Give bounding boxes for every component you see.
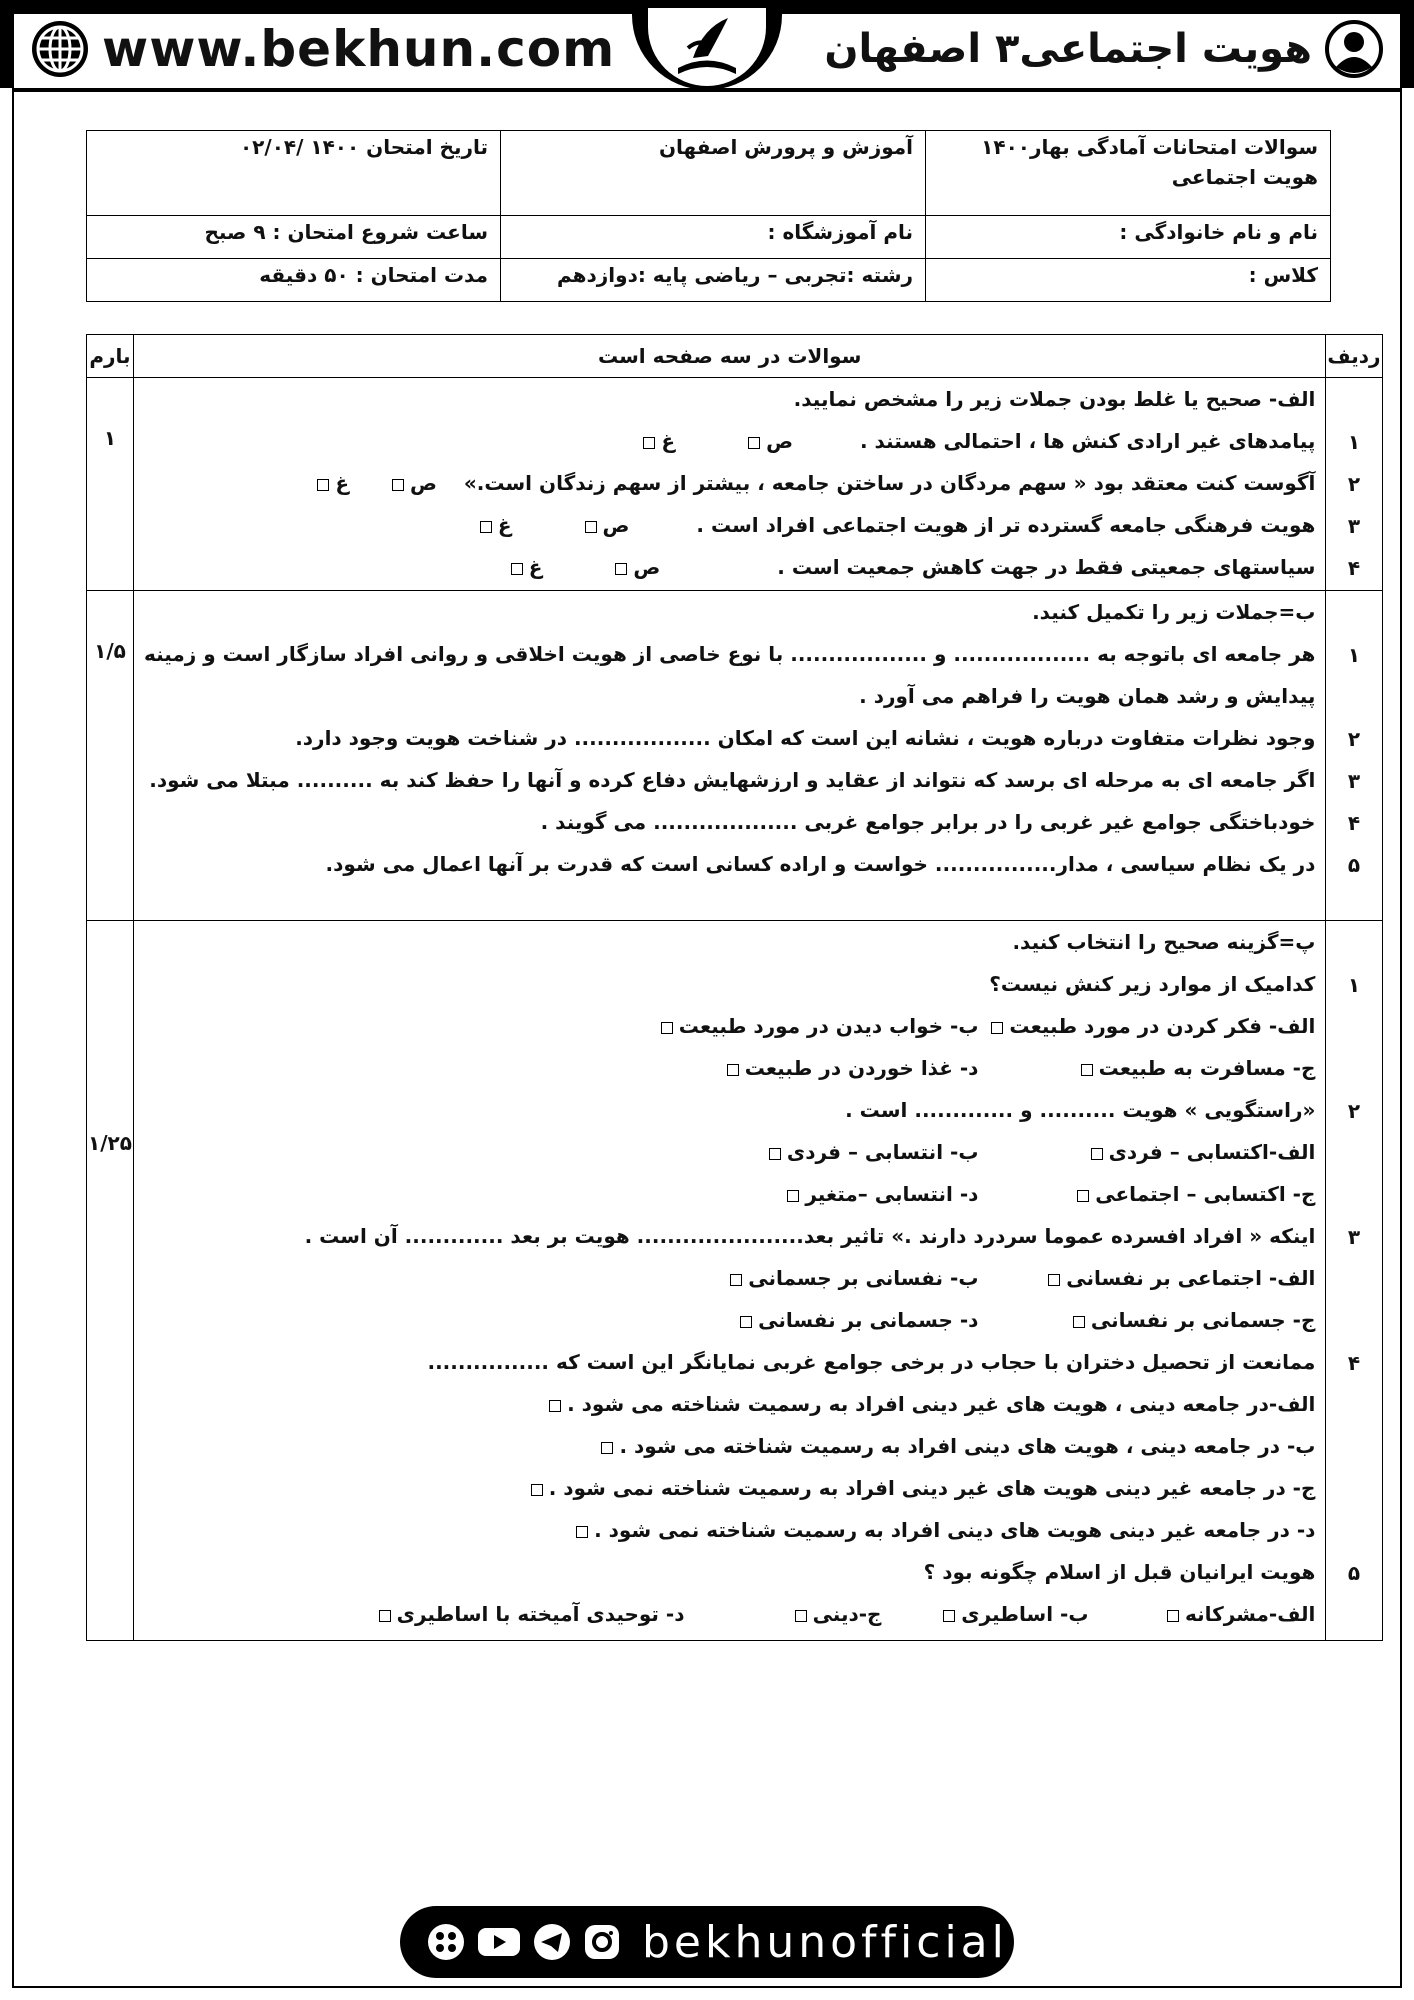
- exam-title-cell: [926, 131, 1331, 216]
- options-row: [144, 1593, 1315, 1635]
- website-text: www.bekhun.com: [102, 20, 616, 78]
- question-b1-cont: پیدایش و رشد همان هویت را فراهم می آورد .: [859, 684, 1316, 708]
- option-label: د- توحیدی آمیخته با اساطیری: [396, 1602, 685, 1626]
- option-row-full: [144, 1509, 1315, 1551]
- section-b-score: ۱/۵: [87, 591, 134, 921]
- exam-title: سوالات امتحانات آمادگی بهار۱۴۰۰: [981, 135, 1318, 159]
- true-checkbox[interactable]: [748, 437, 760, 449]
- option-checkbox[interactable]: [1081, 1064, 1093, 1076]
- youtube-icon: [476, 1922, 522, 1962]
- section-c-title: پ=گزینه صحیح را انتخاب کنید.: [1012, 930, 1316, 954]
- option-label: الف-در جامعه دینی ، هویت های غیر دینی افراد به رسمیت شناخته می شود .: [567, 1392, 1316, 1416]
- true-checkbox[interactable]: [585, 521, 597, 533]
- option-label: ب- اساطیری: [961, 1602, 1089, 1626]
- question-b4: خودباختگی جوامع غیر غربی را در برابر جوامع غربی ................... می گویند .: [540, 810, 1316, 834]
- option-label: الف-مشرکانه: [1184, 1602, 1316, 1626]
- social-handle: bekhunofficial: [642, 1916, 1008, 1968]
- option-label: ج- در جامعه غیر دینی هویت های غیر دینی افراد به رسمیت شناخته نمی شود .: [548, 1476, 1316, 1500]
- school-name-label: نام آموزشگاه :: [501, 216, 926, 259]
- title-text: هویت اجتماعی۳ اصفهان: [824, 26, 1312, 72]
- social-footer[interactable]: [400, 1906, 1014, 1978]
- row-number: ۳: [1347, 514, 1361, 538]
- question-b2: وجود نظرات متفاوت درباره هویت ، نشانه این است که امکان .................. در شناخت هویت وجود دارد.: [295, 726, 1316, 750]
- user-icon: [1324, 19, 1384, 79]
- section-b-title: ب=جملات زیر را تکمیل کنید.: [1032, 600, 1316, 624]
- option-checkbox[interactable]: [576, 1526, 588, 1538]
- options-row: [144, 1173, 1315, 1215]
- telegram-icon: [532, 1922, 572, 1962]
- false-checkbox[interactable]: [317, 479, 329, 491]
- start-time: ساعت شروع امتحان : ۹ صبح: [87, 216, 501, 259]
- question-b5: در یک نظام سیاسی ، مدار................ خواست و اراده کسانی است که قدرت بر آنها اعمال می شود.: [325, 852, 1316, 876]
- option-label: د- جسمانی بر نفسانی: [758, 1308, 979, 1332]
- option-label: الف-اکتسابی – فردی: [1108, 1140, 1316, 1164]
- questions-table: [86, 334, 1383, 1641]
- option-checkbox[interactable]: [1048, 1274, 1060, 1286]
- student-name-label: نام و نام خانوادگی :: [926, 216, 1331, 259]
- option-label: ج- مسافرت به طبیعت: [1098, 1056, 1316, 1080]
- options-row: [144, 1047, 1315, 1089]
- score-header: بارم: [87, 335, 134, 378]
- aparat-icon: [426, 1922, 466, 1962]
- book-pen-logo-icon: [648, 8, 766, 86]
- section-a-score: ۱: [87, 378, 134, 591]
- false-label: غ: [497, 513, 512, 537]
- option-checkbox[interactable]: [740, 1316, 752, 1328]
- exam-date: تاریخ امتحان ۱۴۰۰ /۰۲/۰۴: [87, 131, 501, 216]
- option-checkbox[interactable]: [549, 1400, 561, 1412]
- option-checkbox[interactable]: [1167, 1610, 1179, 1622]
- true-label: ص: [602, 513, 630, 537]
- row-number: ۴: [1347, 556, 1361, 580]
- option-checkbox[interactable]: [991, 1022, 1003, 1034]
- option-checkbox[interactable]: [943, 1610, 955, 1622]
- section-a-questions: [133, 378, 1325, 591]
- option-checkbox[interactable]: [1077, 1190, 1089, 1202]
- option-row-full: [144, 1383, 1315, 1425]
- field-grade: رشته :تجربی – ریاضی پایه :دوازدهم: [501, 259, 926, 302]
- option-label: د- انتسابی –متغیر: [805, 1182, 979, 1206]
- option-checkbox[interactable]: [1073, 1316, 1085, 1328]
- options-row: [144, 1131, 1315, 1173]
- true-label: ص: [409, 471, 437, 495]
- section-c-numbers: [1326, 921, 1382, 1641]
- option-checkbox[interactable]: [730, 1274, 742, 1286]
- option-label: ب- نفسانی بر جسمانی: [748, 1266, 979, 1290]
- option-checkbox[interactable]: [661, 1022, 673, 1034]
- question-c3: اینکه « افراد افسرده عموما سردرد دارند .» تاثیر بعد...................... هویت بر بعد ............. آن است .: [304, 1224, 1316, 1248]
- row-number: ۵: [1347, 1561, 1361, 1585]
- option-checkbox[interactable]: [727, 1064, 739, 1076]
- options-row: [144, 1257, 1315, 1299]
- row-number: ۱: [1347, 430, 1361, 454]
- option-label: د- غذا خوردن در طبیعت: [744, 1056, 979, 1080]
- question-a3: [144, 504, 1315, 546]
- true-checkbox[interactable]: [392, 479, 404, 491]
- options-row: [144, 1299, 1315, 1341]
- question-c5: هویت ایرانیان قبل از اسلام چگونه بود ؟: [923, 1560, 1316, 1584]
- option-label: الف- فکر کردن در مورد طبیعت: [1009, 1014, 1316, 1038]
- question-a4: [144, 546, 1315, 588]
- option-label: ج- جسمانی بر نفسانی: [1090, 1308, 1316, 1332]
- row-number: ۱: [1347, 973, 1361, 997]
- option-label: ج- اکتسابی – اجتماعی: [1095, 1182, 1316, 1206]
- option-checkbox[interactable]: [531, 1484, 543, 1496]
- question-c2: «راستگویی » هویت .......... و ............. است .: [845, 1098, 1316, 1122]
- question-c4: ممانعت از تحصیل دختران با حجاب در برخی جوامع غربی نمایانگر این است که ................: [427, 1350, 1316, 1374]
- questions-header: سوالات در سه صفحه است: [133, 335, 1325, 378]
- option-label: الف- اجتماعی بر نفسانی: [1066, 1266, 1316, 1290]
- class-label: کلاس :: [926, 259, 1331, 302]
- section-b-questions: [133, 591, 1325, 921]
- options-row: [144, 1005, 1315, 1047]
- option-label: ب- انتسابی – فردی: [786, 1140, 979, 1164]
- section-a-title: الف- صحیح یا غلط بودن جملات زیر را مشخص نمایید.: [793, 387, 1316, 411]
- option-row-full: [144, 1467, 1315, 1509]
- true-checkbox[interactable]: [615, 563, 627, 575]
- row-header: ردیف: [1326, 335, 1382, 378]
- row-number: ۲: [1347, 1099, 1361, 1123]
- row-number: ۲: [1347, 727, 1361, 751]
- false-label: غ: [528, 555, 543, 579]
- question-text: سیاستهای جمعیتی فقط در جهت کاهش جمعیت است .: [777, 555, 1316, 579]
- option-label: ب- در جامعه دینی ، هویت های دینی افراد به رسمیت شناخته می شود .: [619, 1434, 1316, 1458]
- row-number: ۱: [1347, 643, 1361, 667]
- question-a2: [144, 462, 1315, 504]
- false-checkbox[interactable]: [480, 521, 492, 533]
- false-checkbox[interactable]: [511, 563, 523, 575]
- question-a1: [144, 420, 1315, 462]
- option-label: د- در جامعه غیر دینی هویت های دینی افراد به رسمیت شناخته نمی شود .: [594, 1518, 1316, 1542]
- globe-icon: [30, 19, 90, 79]
- option-row-full: [144, 1425, 1315, 1467]
- option-checkbox[interactable]: [1091, 1148, 1103, 1160]
- exam-duration: مدت امتحان : ۵۰ دقیقه: [87, 259, 501, 302]
- question-text: آگوست کنت معتقد بود « سهم مردگان در ساختن جامعه ، بیشتر از سهم زندگان است.»: [463, 471, 1316, 495]
- row-number: ۴: [1347, 811, 1361, 835]
- question-b3: اگر جامعه ای به مرحله ای برسد که نتواند از عقاید و ارزشهایش دفاع کرده و آنها را حفظ کند به .......... مبتلا می شود.: [149, 768, 1316, 792]
- page-title: [824, 18, 1384, 80]
- option-checkbox[interactable]: [787, 1190, 799, 1202]
- row-number: ۴: [1347, 1351, 1361, 1375]
- section-c-questions: [133, 921, 1325, 1641]
- option-checkbox[interactable]: [601, 1442, 613, 1454]
- exam-subject: هویت اجتماعی: [1171, 165, 1318, 189]
- row-number: ۵: [1347, 853, 1361, 877]
- option-checkbox[interactable]: [379, 1610, 391, 1622]
- section-a-numbers: [1326, 378, 1382, 591]
- true-label: ص: [633, 555, 661, 579]
- question-text: پیامدهای غیر ارادی کنش ها ، احتمالی هستند .: [859, 429, 1316, 453]
- false-label: غ: [661, 429, 676, 453]
- question-text: هویت فرهنگی جامعه گسترده تر از هویت اجتماعی افراد است .: [696, 513, 1316, 537]
- question-b1: هر جامعه ای باتوجه به .................. و .................. با نوع خاصی از هویت اخلاقی و روانی افراد سازگار است و زمینه: [143, 642, 1316, 666]
- organization: آموزش و پرورش اصفهان: [501, 131, 926, 216]
- option-label: ج-دینی: [812, 1602, 882, 1626]
- section-c-score: ۱/۲۵: [87, 921, 134, 1641]
- website-link[interactable]: [30, 18, 615, 80]
- false-checkbox[interactable]: [643, 437, 655, 449]
- option-checkbox[interactable]: [769, 1148, 781, 1160]
- row-number: ۳: [1347, 1225, 1361, 1249]
- false-label: غ: [335, 471, 349, 495]
- row-number: ۲: [1347, 472, 1361, 496]
- option-label: ب- خواب دیدن در مورد طبیعت: [678, 1014, 979, 1038]
- true-label: ص: [766, 429, 793, 453]
- question-c1: کدامیک از موارد زیر کنش نیست؟: [989, 972, 1316, 996]
- section-b-numbers: [1326, 591, 1382, 921]
- row-number: [1327, 676, 1380, 718]
- option-checkbox[interactable]: [795, 1610, 807, 1622]
- row-number: ۳: [1347, 769, 1361, 793]
- exam-info-table: [86, 130, 1331, 302]
- brand-logo: [632, 0, 782, 90]
- instagram-icon: [582, 1922, 622, 1962]
